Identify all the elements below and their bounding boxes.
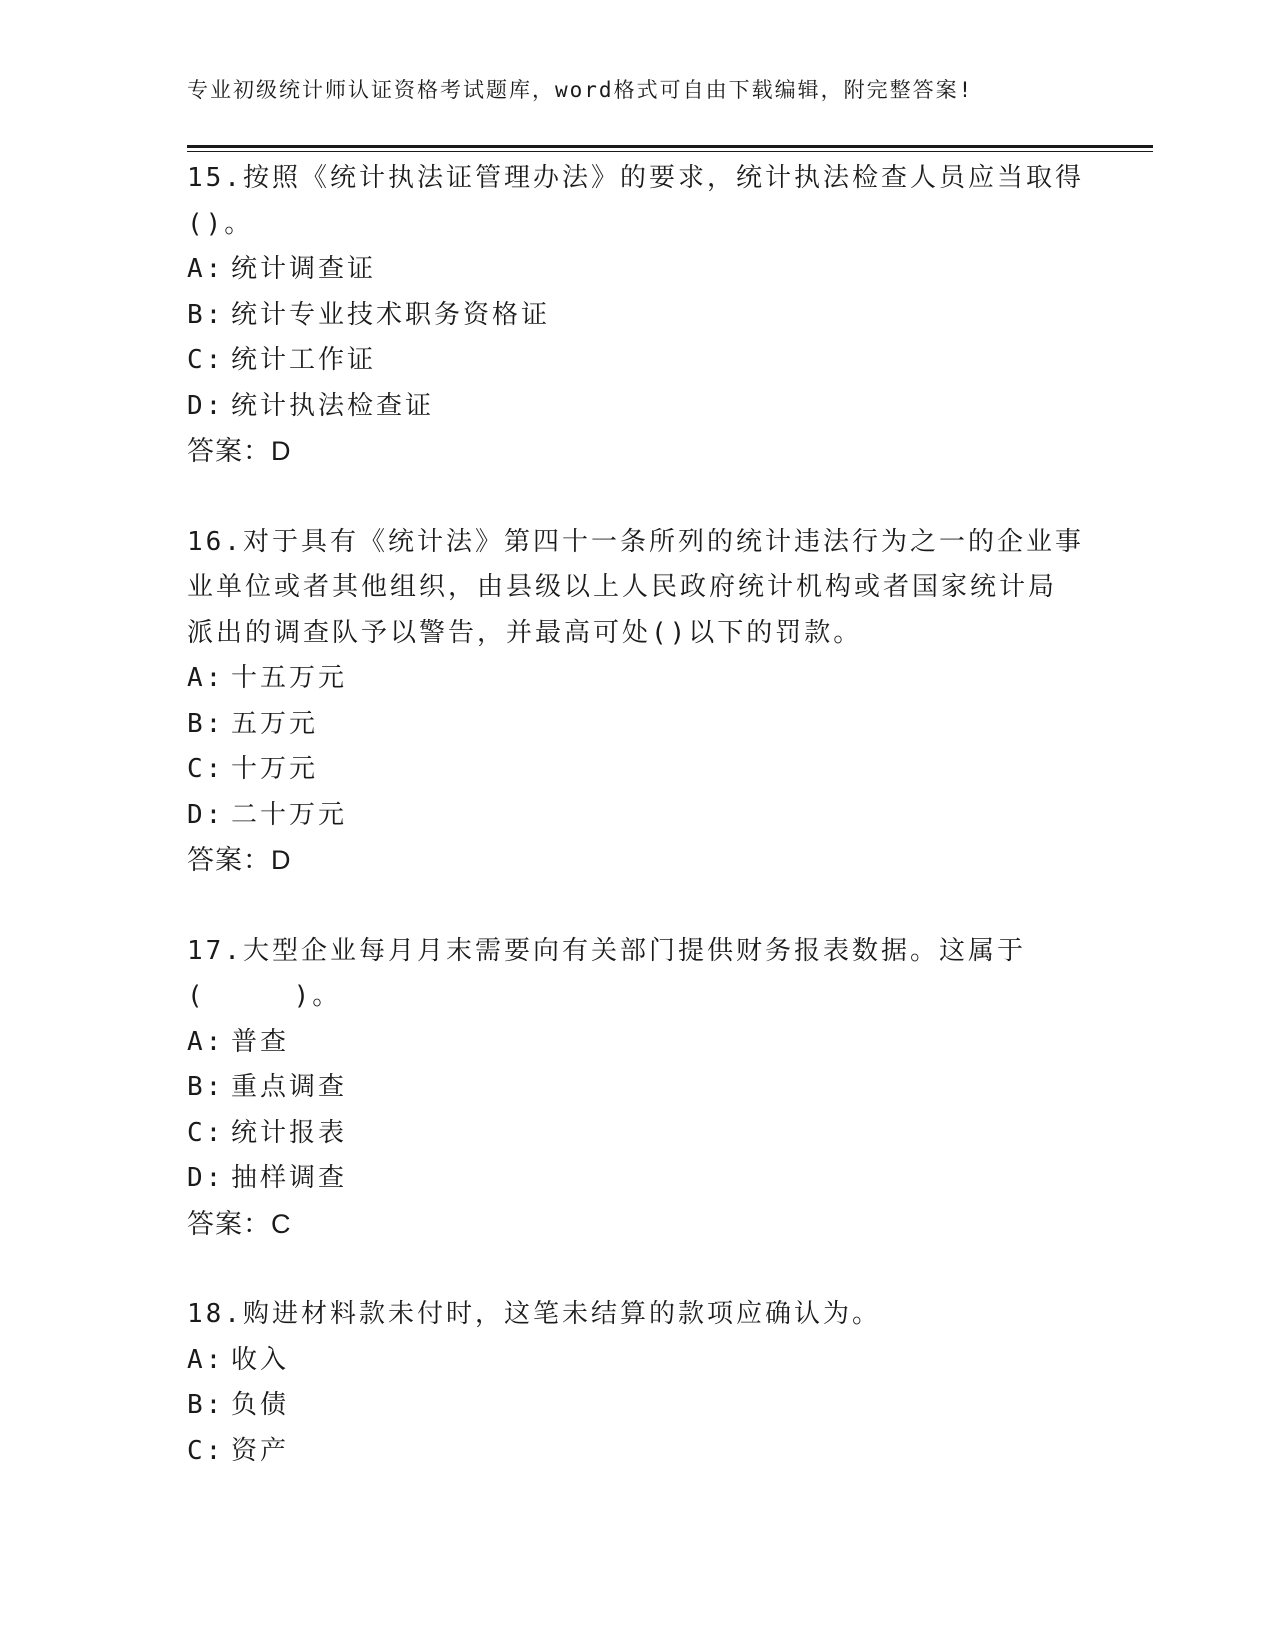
option-key: D: bbox=[187, 1163, 225, 1193]
option-b bbox=[187, 1383, 1087, 1429]
option-key: A: bbox=[187, 1344, 225, 1375]
option-key: C: bbox=[187, 1117, 225, 1148]
option-c bbox=[187, 1111, 1087, 1157]
option-text: 收入 bbox=[231, 1344, 290, 1375]
option-text: 重点调查 bbox=[231, 1072, 348, 1102]
option-text: 统计调查证 bbox=[231, 254, 377, 284]
option-text: 统计执法检查证 bbox=[231, 390, 435, 421]
option-text: 统计报表 bbox=[231, 1117, 348, 1148]
answer-line: 答案：D bbox=[187, 436, 292, 466]
paren-open: ( bbox=[187, 981, 206, 1011]
option-key: B: bbox=[187, 299, 225, 330]
option-key: C: bbox=[187, 345, 225, 375]
option-text: 统计专业技术职务资格证 bbox=[231, 299, 551, 330]
question-text-line: 15.按照《统计执法证管理办法》的要求，统计执法检查人员应当取得 bbox=[187, 163, 1084, 193]
question-text-line: 业单位或者其他组织，由县级以上人民政府统计机构或者国家统计局 bbox=[187, 572, 1058, 602]
option-text: 十五万元 bbox=[231, 663, 348, 693]
option-c bbox=[187, 1429, 1087, 1475]
page-header: 专业初级统计师认证资格考试题库，word格式可自由下载编辑，附完整答案! bbox=[187, 78, 974, 102]
option-key: A: bbox=[187, 663, 225, 693]
option-d bbox=[187, 384, 1087, 430]
option-text: 统计工作证 bbox=[231, 345, 377, 375]
option-key: A: bbox=[187, 1026, 225, 1057]
question-15 bbox=[187, 156, 1087, 475]
option-key: D: bbox=[187, 799, 225, 830]
option-b bbox=[187, 702, 1087, 748]
question-17 bbox=[187, 929, 1087, 1248]
option-key: C: bbox=[187, 1435, 225, 1466]
question-text-line: 派出的调查队予以警告，并最高可处()以下的罚款。 bbox=[187, 617, 863, 648]
option-key: B: bbox=[187, 708, 225, 739]
question-text-line: 18.购进材料款未付时，这笔未结算的款项应确认为。 bbox=[187, 1299, 881, 1329]
option-key: D: bbox=[187, 390, 225, 421]
option-text: 二十万元 bbox=[231, 799, 348, 830]
option-b bbox=[187, 1065, 1087, 1111]
option-key: C: bbox=[187, 754, 225, 784]
option-a bbox=[187, 1020, 1087, 1066]
option-text: 资产 bbox=[231, 1435, 290, 1466]
option-text: 五万元 bbox=[231, 708, 319, 739]
option-d bbox=[187, 793, 1087, 839]
option-a bbox=[187, 247, 1087, 293]
option-d bbox=[187, 1156, 1087, 1202]
header-divider-thin bbox=[187, 151, 1153, 152]
option-a bbox=[187, 1338, 1087, 1384]
header-divider-thick bbox=[187, 145, 1153, 148]
option-text: 普查 bbox=[231, 1026, 290, 1057]
option-b bbox=[187, 293, 1087, 339]
option-text: 十万元 bbox=[231, 754, 319, 784]
question-blank-line bbox=[187, 974, 1087, 1020]
option-key: B: bbox=[187, 1390, 225, 1420]
option-key: B: bbox=[187, 1072, 225, 1102]
question-text-line: 16.对于具有《统计法》第四十一条所列的统计违法行为之一的企业事 bbox=[187, 526, 1084, 557]
option-c bbox=[187, 338, 1087, 384]
option-c bbox=[187, 747, 1087, 793]
option-text: 抽样调查 bbox=[231, 1163, 348, 1193]
question-text-line: ()。 bbox=[187, 208, 254, 239]
question-list bbox=[187, 156, 1087, 1519]
question-16 bbox=[187, 520, 1087, 884]
option-text: 负债 bbox=[231, 1390, 290, 1420]
answer-line: 答案：C bbox=[187, 1208, 292, 1239]
question-text-line: 17.大型企业每月月末需要向有关部门提供财务报表数据。这属于 bbox=[187, 935, 1026, 966]
paren-close: )。 bbox=[293, 981, 342, 1011]
option-a bbox=[187, 656, 1087, 702]
question-18 bbox=[187, 1292, 1087, 1474]
answer-line: 答案：D bbox=[187, 845, 292, 875]
option-key: A: bbox=[187, 254, 225, 284]
